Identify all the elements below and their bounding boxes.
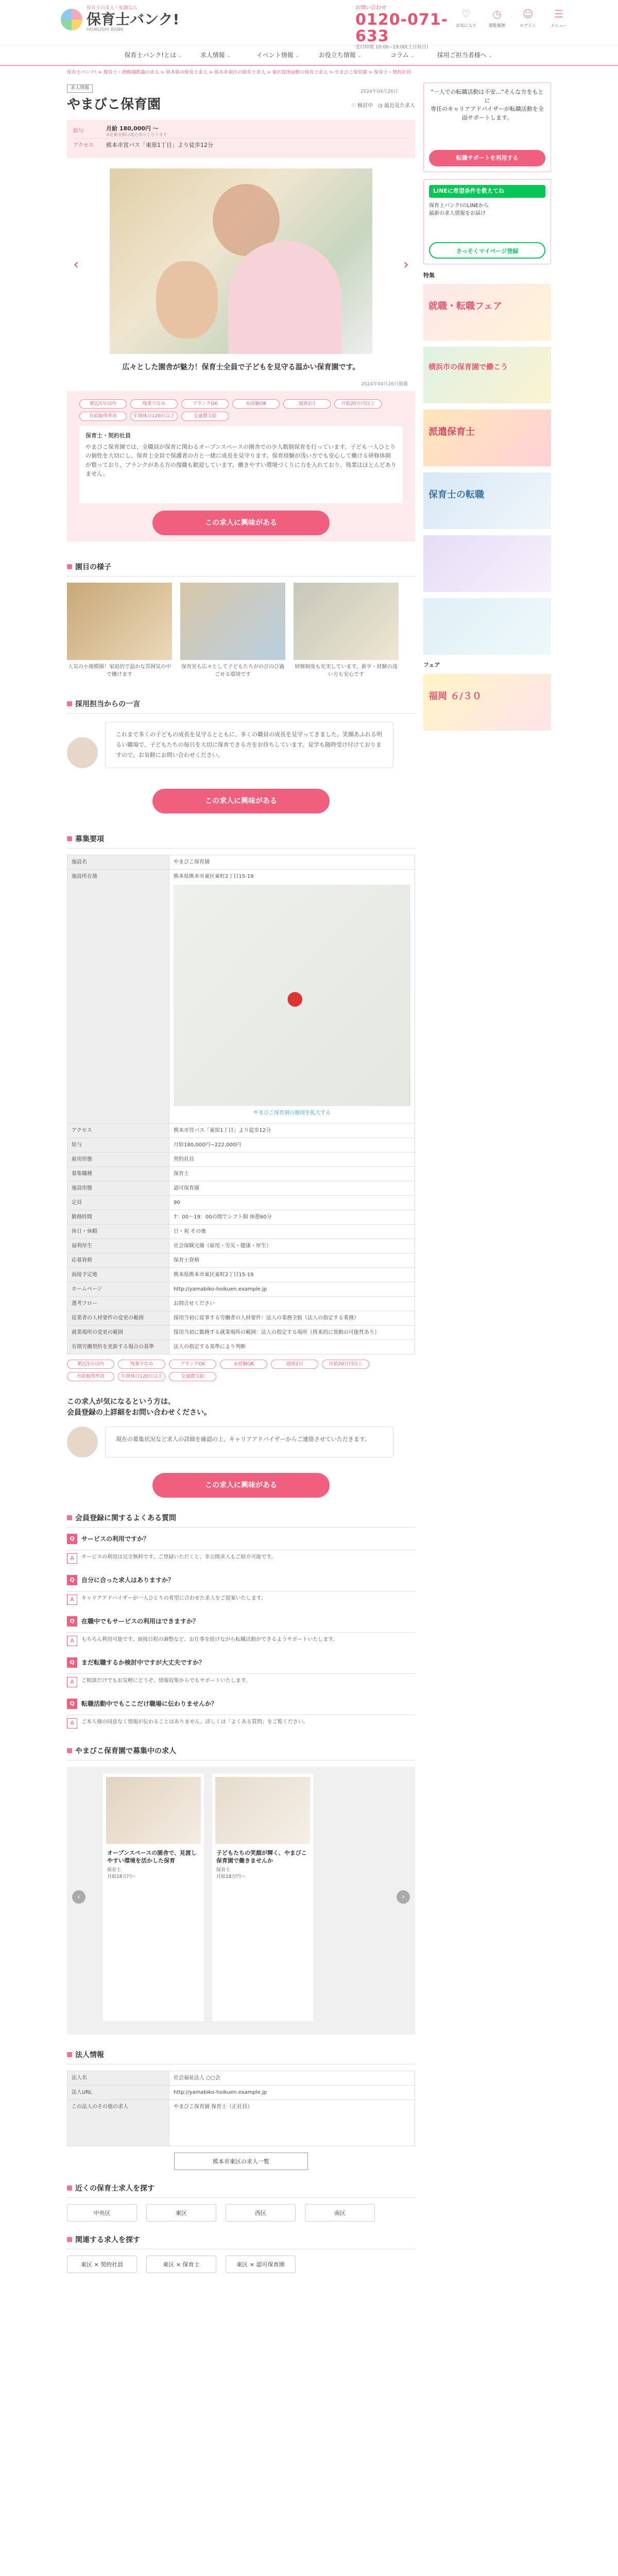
slider-next-icon[interactable]: › (403, 255, 409, 273)
row-value: 熊本県熊本市東区東町2丁目15-19 (169, 1268, 415, 1282)
row-label: 応募資格 (67, 1253, 169, 1268)
faq-q-text: サービスの利用ですか？ (81, 1535, 150, 1543)
table-row (67, 1268, 415, 1282)
gallery-item (294, 583, 399, 679)
table-row (67, 2086, 415, 2100)
carousel-prev-icon[interactable]: ‹ (72, 1890, 85, 1904)
gallery-caption: 保育室も広々として子どもたちがのびのび過ごせる環境です (181, 664, 284, 677)
row-value: 保育士 (169, 1167, 415, 1181)
faq-q-text: 自分に合った求人はありますか？ (81, 1576, 175, 1584)
tel-box[interactable] (355, 4, 453, 52)
table-row (67, 1138, 415, 1153)
row-label: 面接予定地 (67, 1268, 169, 1282)
faq-title: 会員登録に関するよくある質問 (67, 1513, 415, 1528)
gallery-caption: 人気の小規模園！家庭的で温かな雰囲気の中で働けます (68, 664, 171, 677)
tag-list-2 (67, 1360, 415, 1381)
corp-other-jobs[interactable]: やまびこ保育園 保育士（正社員） (169, 2100, 415, 2146)
carousel-next-icon[interactable]: › (397, 1890, 410, 1904)
row-value: 7：00〜19：00の間でシフト制 休憩60分 (169, 1210, 415, 1225)
table-row (67, 2100, 415, 2146)
features-panel (67, 391, 415, 541)
row-label: 勤務時間 (67, 1210, 169, 1225)
job-summary (67, 120, 415, 158)
map[interactable] (174, 885, 410, 1106)
gallery-caption: 研修制度も充実しています。新卒・経験の浅い方も安心です (295, 664, 398, 677)
row-label: 施設形態 (67, 1181, 169, 1196)
tag-item[interactable]: 月給20万円以上 (322, 1360, 369, 1369)
tel-hours: 受付時間 10:00~19:00(土日祝日) (355, 45, 428, 50)
gallery-photo (180, 583, 285, 660)
tag-item[interactable]: 週休2日 (271, 1360, 318, 1369)
tag-item[interactable]: 週休2日 (283, 399, 331, 409)
job-card-photo (106, 1777, 201, 1844)
faq-question[interactable] (67, 1651, 415, 1674)
job-card-type: 保育士 (107, 1867, 122, 1873)
map-pin-icon: ⬤ (287, 990, 303, 1007)
q-icon: Q (67, 1534, 77, 1544)
related-title: 関連する求人を探す (67, 2235, 415, 2249)
tag-item[interactable]: 未経験OK (232, 399, 280, 409)
tag-item[interactable]: 残業少なめ (118, 1360, 165, 1369)
map-link[interactable]: やまびこ保育園の地図を拡大する (253, 1110, 331, 1116)
facility-link[interactable]: やまびこ保育園 (169, 855, 415, 870)
faq-a-text: サービスの利用は完全無料です。ご登録いただくと、非公開求人もご紹介可能です。 (81, 1554, 277, 1560)
avatar (67, 1427, 98, 1458)
nav-recruiters[interactable]: 採用ご担当者様へ ⌄ (434, 45, 496, 65)
gallery-title: 園目の様子 (67, 562, 415, 577)
banner-title: 福岡 ６/３０ (428, 690, 482, 702)
table-row (67, 1311, 415, 1326)
related-section (67, 2235, 415, 2273)
gallery-item (180, 583, 285, 679)
hero-caption: 広々とした園舎が魅力！保育士全員で子どもを見守る温かい保育園です。 (122, 363, 360, 371)
faq-answer (67, 1674, 415, 1692)
post-date: 2024年04月26日掲載 (361, 381, 408, 387)
faq-question[interactable] (67, 1569, 415, 1591)
same-facility-section (67, 1746, 415, 2035)
row-label: 募集職種 (67, 1167, 169, 1181)
faq-answer (67, 1550, 415, 1569)
q-icon: Q (67, 1657, 77, 1668)
row-value: 契約社員 (169, 1153, 415, 1167)
feature-banner[interactable] (423, 410, 551, 466)
row-value: 熊本市営バス「東原1丁目」より徒歩12分 (169, 1124, 415, 1138)
tag-item[interactable]: 残業少なめ (130, 399, 178, 409)
tag-item[interactable]: 年間休日120日以上 (118, 1372, 165, 1381)
access-value: 熊本市営バス「東原1丁目」より徒歩12分 (106, 142, 213, 149)
job-tag: 求人情報 (67, 84, 93, 93)
q-icon: Q (67, 1616, 77, 1626)
table-row (67, 1181, 415, 1196)
tag-item[interactable]: 有給取得率高 (79, 412, 127, 421)
q-icon: Q (67, 1575, 77, 1585)
table-row (67, 1167, 415, 1181)
global-nav (0, 45, 618, 66)
interest-heading: この求人が気になるという方は、 会員登録の上詳細をお問い合わせください。 (67, 1398, 211, 1417)
a-icon: A (67, 1718, 77, 1728)
a-icon: A (67, 1636, 77, 1646)
tag-item[interactable]: 駅近5分以内 (67, 1360, 114, 1369)
salary-value: 月給 180,000円 〜 (106, 125, 159, 132)
requirements-title: 募集要項 (67, 834, 415, 849)
history-label: 閲覧履歴 (489, 23, 505, 28)
table-row (67, 1326, 415, 1340)
job-carousel (67, 1767, 415, 2035)
table-row (67, 1297, 415, 1311)
nav-column[interactable]: コラム ⌄ (371, 45, 434, 65)
faq-section (67, 1513, 415, 1734)
nav-info[interactable]: お役立ち情報 ⌄ (309, 45, 371, 65)
row-label: 定員 (67, 1196, 169, 1210)
job-card-pay: 月給18万円～ (216, 1874, 246, 1880)
table-row (67, 1225, 415, 1239)
job-card[interactable] (103, 1774, 204, 2021)
table-row (67, 1282, 415, 1297)
brand-tagline: 保育士の求人・転職なら (87, 6, 138, 11)
support-button[interactable]: 転職サポートを利用する (429, 150, 545, 166)
feature-banner[interactable] (423, 472, 551, 529)
table-row (67, 855, 415, 870)
row-label: ホームページ (67, 1282, 169, 1297)
corp-section (67, 2050, 415, 2170)
faq-question[interactable] (67, 1528, 415, 1550)
faq-q-text: 在職中でもサービスの利用はできますか？ (81, 1617, 199, 1625)
page-title: やまびこ保育園 (67, 96, 161, 112)
menu-label: メニュー (551, 23, 567, 28)
avatar (67, 737, 98, 768)
nav-jobs[interactable]: 求人情報 ⌄ (184, 45, 247, 65)
photo-slider (67, 168, 415, 354)
heart-icon: ♡ (461, 8, 471, 20)
tag-item[interactable]: 有給取得率高 (67, 1372, 114, 1381)
line-box (423, 179, 551, 264)
address-value: 熊本県熊本市東区東町2丁目15-19 (174, 874, 254, 879)
row-label: 雇用形態 (67, 1153, 169, 1167)
tag-item[interactable]: 交通費支給 (181, 412, 229, 421)
row-label: 法人名 (67, 2071, 169, 2086)
slider-prev-icon[interactable]: ‹ (73, 255, 79, 273)
faq-answer (67, 1715, 415, 1734)
row-label: 有期労働契約を更新する場合の基準 (67, 1340, 169, 1354)
feature-banner[interactable] (423, 598, 551, 655)
table-row (67, 1210, 415, 1225)
job-card-title: オープンスペースの園舎で、見渡しやすい環境を活かした保育 (107, 1850, 197, 1865)
line-text: 保育士バンク!のLINEから 最新の求人情報をお届け (429, 202, 489, 216)
gallery-photo (67, 583, 172, 660)
salary-label: 給与 (73, 128, 83, 134)
gallery-item (67, 583, 172, 679)
corp-link[interactable]: 社会福祉法人 ○○会 (169, 2071, 415, 2086)
area-list-button[interactable]: 熊本市東区の求人一覧 (174, 2153, 308, 2170)
tag-item[interactable]: 未経験OK (220, 1360, 267, 1369)
interest-button-3[interactable]: この求人に興味がある (152, 1473, 330, 1498)
a-icon: A (67, 1553, 77, 1564)
faq-a-text: ご本人様の同意なく情報が伝わることはありません。詳しくは「よくある質問」をご覧ください。 (81, 1719, 308, 1725)
recruiter-message: これまで多くの子どもの成長を見守るとともに、多くの職員の成長を見守ってきました。笑顔あふれる明るい職場で、子どもたちの毎日を大切に保育できる方をお待ちしています。見学も随時受け付けておりますので、お気軽にお問い合わせください。 (105, 722, 393, 768)
consider-button[interactable]: ♡ 検討中 (351, 103, 373, 109)
job-card-photo (215, 1777, 310, 1844)
feature-banner[interactable] (423, 347, 551, 403)
feature-banner[interactable] (423, 284, 551, 341)
gallery-photo (294, 583, 399, 660)
access-label: アクセス (73, 143, 94, 148)
faq-question[interactable] (67, 1692, 415, 1715)
near-button[interactable]: 西区 (226, 2204, 296, 2222)
tag-item[interactable]: 駅近5分以内 (79, 399, 127, 409)
table-row (67, 1153, 415, 1167)
q-icon: Q (67, 1699, 77, 1709)
faq-a-text: キャリアアドバイザーが一人ひとりの希望に合わせた求人をご提案いたします。 (81, 1596, 266, 1601)
row-value: 保育士資格 (169, 1253, 415, 1268)
salary-note: ※記載金額は税込表示となります (106, 132, 167, 138)
menu-button[interactable] (546, 6, 572, 29)
banner-title: 就職・転職フェア (428, 301, 503, 312)
tag-item[interactable]: 交通費支給 (169, 1372, 216, 1381)
header-icons (453, 6, 572, 29)
row-value: お問合せください (169, 1297, 415, 1311)
row-label: 就業場所の変更の範囲 (67, 1326, 169, 1340)
tag-list (79, 399, 388, 421)
job-card-type: 保育士 (216, 1867, 231, 1873)
interest-button-2[interactable]: この求人に興味がある (152, 789, 330, 814)
fair-heading: フェア (423, 662, 440, 668)
a-icon: A (67, 1677, 77, 1687)
near-button[interactable]: 南区 (305, 2204, 375, 2222)
related-button[interactable]: 東区 × 認可保育園 (226, 2256, 296, 2273)
banner-title: 保育士の転職 (428, 489, 484, 500)
table-row (67, 1253, 415, 1268)
logo-icon (61, 9, 82, 30)
interest-message: 現在の募集状況など求人の詳細を確認の上、キャリアアドバイザーからご連絡させていただきます。 (105, 1427, 393, 1458)
table-row (67, 1124, 415, 1138)
description-label: 保育士・契約社員 (85, 432, 131, 439)
row-label: 施設所在地 (67, 870, 169, 1124)
faq-answer (67, 1591, 415, 1610)
near-title: 近くの保育士求人を探す (67, 2183, 415, 2198)
page-date: 2024年04月26日 (360, 89, 398, 94)
row-label: 休日・休暇 (67, 1225, 169, 1239)
row-label: 給与 (67, 1138, 169, 1153)
corp-title: 法人情報 (67, 2050, 415, 2064)
job-card[interactable] (212, 1774, 313, 2021)
near-button[interactable]: 東区 (146, 2204, 216, 2222)
clock-icon: ◷ (492, 8, 502, 20)
user-icon: ☺ (522, 8, 534, 20)
feature-heading: 特集 (423, 272, 435, 279)
brand-name: 保育士バンク! (87, 10, 180, 28)
row-label: 福利厚生 (67, 1239, 169, 1253)
favorite-label: お気に入り (456, 23, 476, 28)
job-card-title: 子どもたちの笑顔が輝く、やまびこ保育園で働きませんか (216, 1850, 307, 1865)
fair-banner[interactable] (423, 674, 551, 731)
row-label: この法人のその他の求人 (67, 2100, 169, 2146)
tag-item[interactable]: 月給20万円以上 (334, 399, 382, 409)
row-value: 採用当初に従事する労働者の人材要件：法人の業務全般（法人の指定する業務） (169, 1311, 415, 1326)
interest-button[interactable]: この求人に興味がある (152, 511, 330, 535)
a-icon: A (67, 1595, 77, 1605)
faq-question[interactable] (67, 1610, 415, 1633)
nav-about[interactable]: 保育士バンク!とは ⌄ (122, 45, 184, 65)
main-content (67, 82, 415, 2273)
tel-number[interactable]: 0120-071-633 (355, 11, 449, 45)
row-value: 認可保育園 (169, 1181, 415, 1196)
table-row (67, 1239, 415, 1253)
favorite-button[interactable] (453, 6, 479, 29)
feature-banner[interactable] (423, 535, 551, 592)
faq-a-text: ご相談だけでもお気軽にどうぞ。情報収集からでもサポートいたします。 (81, 1678, 251, 1684)
same-facility-title: やまびこ保育園で募集中の求人 (67, 1746, 415, 1760)
related-button[interactable]: 東区 × 保育士 (146, 2256, 216, 2273)
faq-q-text: まだ転職するか検討中ですが大丈夫ですか？ (81, 1658, 205, 1666)
tel-label: お問い合わせ (355, 5, 386, 11)
row-label: 従業者の人材要件の変更の範囲 (67, 1311, 169, 1326)
tag-item[interactable]: ブランクOK (181, 399, 229, 409)
row-label: 選考フロー (67, 1297, 169, 1311)
row-value: 採用当初に勤務する就業場所の範囲：法人の指定する場所（将来的に異動の可能性あり） (169, 1326, 415, 1340)
login-button[interactable] (515, 6, 541, 29)
hero-photo (110, 168, 372, 354)
breadcrumb[interactable]: 保育士バンク! > 保育士・幼稚園教諭の求人 > 熊本県の保育士求人 > 熊本市東区の保育士求人 > 東区役所前駅の保育士求人 > やまびこ保育園 > 保育士・契約社員 (67, 70, 411, 75)
table-row (67, 1196, 415, 1210)
row-value: 90 (169, 1196, 415, 1210)
nav-events[interactable]: イベント情報 ⌄ (247, 45, 309, 65)
near-section (67, 2183, 415, 2222)
tag-item[interactable]: 年間休日120日以上 (130, 412, 178, 421)
faq-answer (67, 1633, 415, 1651)
table-row (67, 1340, 415, 1354)
row-label: アクセス (67, 1124, 169, 1138)
site-header (0, 0, 618, 50)
row-value: 社会保険完備（雇用・労災・健康・厚生） (169, 1239, 415, 1253)
menu-icon: ☰ (554, 8, 563, 20)
related-button[interactable]: 東区 × 契約社員 (67, 2256, 137, 2273)
row-label: 施設名 (67, 855, 169, 870)
row-value: 月給180,000円~222,000円 (169, 1138, 415, 1153)
faq-a-text: もちろん利用可能です。面接日程の調整など、お仕事を続けながら転職活動ができるようサポートいたします。 (81, 1637, 338, 1642)
support-box (423, 82, 551, 172)
login-label: ログイン (520, 23, 536, 28)
line-heading: LINEに希望条件を教えてね (429, 185, 545, 198)
support-text: "一人での転職活動は不安…"そんな方をもとに 専任のキャリアアドバイザーが転職活動を全面サポートします。 (431, 89, 544, 121)
sidebar (423, 82, 551, 737)
corp-url[interactable]: http://yamabiko-hoikuen.example.jp (169, 2086, 415, 2100)
job-description (79, 426, 403, 503)
brand-sub: HOIKUSHI BANK (87, 27, 124, 32)
site-logo[interactable] (61, 5, 179, 33)
table-row (67, 870, 415, 1124)
recent-button[interactable]: ◷ 最近見た求人 (378, 103, 415, 109)
tag-item[interactable]: ブランクOK (169, 1360, 216, 1369)
job-card-pay: 月給18万円～ (107, 1874, 136, 1880)
banner-title: 派遣保育士 (428, 427, 475, 437)
row-value: 法人の指定する基準により判断 (169, 1340, 415, 1354)
description-text: やまびこ保育園では、全職員が保育に関わるオープンスペースの園舎での少人数制保育を行っています。子ども一人ひとりの個性を大切にし、保育士全員で保護者の方と一緒に成長を見守ります。保育経験が浅い方でも安心して働ける研修体制が整っており、ブランクがある方の復職も歓迎しています。働きやすい環境づくりに力を入れており、残業はほとんどありません。 (85, 443, 397, 478)
banner-title: 横浜市の保育園で働こう (428, 363, 508, 371)
row-value: 日・祝 その他 (169, 1225, 415, 1239)
faq-q-text: 転職活動中でもここだけ職場に伝わりませんか？ (81, 1700, 218, 1707)
near-button[interactable]: 中央区 (67, 2204, 137, 2222)
row-label: 法人URL (67, 2086, 169, 2100)
mypage-button[interactable]: さっそくマイページ登録 (429, 242, 545, 259)
homepage-link[interactable]: http://yamabiko-hoikuen.example.jp (169, 1282, 415, 1297)
table-row (67, 2071, 415, 2086)
requirements-table (67, 855, 415, 1354)
corp-table (67, 2071, 415, 2146)
history-button[interactable] (484, 6, 510, 29)
gallery (67, 583, 415, 679)
address-cell (169, 870, 415, 1124)
recruiter-title: 採用担当からの一言 (67, 699, 415, 714)
